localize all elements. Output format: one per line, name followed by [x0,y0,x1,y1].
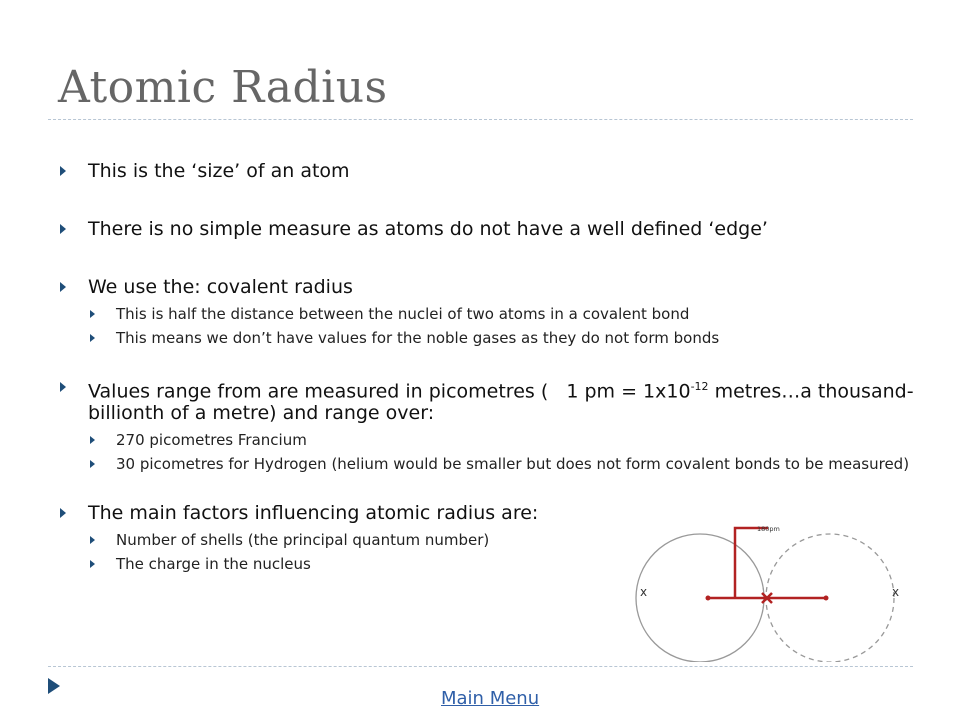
covalent-radius-diagram [630,522,920,662]
bullet-no-simple-measure [60,218,920,240]
bullet-text: This is the ‘size’ of an atom [88,160,350,182]
bullet-arrow-icon [60,508,66,518]
bullet-arrow-icon [60,382,66,392]
bullet-arrow-icon [60,282,66,292]
sub-bullet-arrow-icon [90,536,95,544]
label-right: x [892,585,900,599]
footer-divider [48,666,913,667]
slide-title: Atomic Radius [58,62,388,113]
nav-arrow-icon [48,678,60,694]
sub-bullet-text: Number of shells (the principal quantum number) [116,531,490,550]
sub-bullet-text: The charge in the nucleus [116,555,311,574]
bullet-text-before: Values range from are measured in picometres ( 1 pm = 1x10 [88,380,691,403]
sub-bullet-hydrogen [60,456,920,472]
bullet-text: We use the: covalent radius [88,276,353,298]
sub-bullet-arrow-icon [90,436,95,444]
radius-label: 180pm [757,525,780,533]
bullet-values-range [60,376,920,424]
sub-bullet-arrow-icon [90,310,95,318]
sub-bullet-text: This is half the distance between the nuclei of two atoms in a covalent bond [116,305,690,323]
sub-bullet-arrow-icon [90,334,95,342]
bullet-covalent-radius [60,276,920,298]
title-divider [48,119,913,120]
sub-bullet-noble-gases [60,330,920,346]
bullet-text: There is no simple measure as atoms do not have a well defined ‘edge’ [88,218,768,240]
main-menu-link[interactable]: Main Menu [441,688,540,709]
bullet-text: The main factors influencing atomic radius are: [88,502,539,525]
sub-bullet-half-distance [60,306,920,322]
nucleus-left [706,596,711,601]
bullet-list [60,160,920,572]
sub-bullet-francium [60,432,920,448]
sub-bullet-arrow-icon [90,560,95,568]
label-left: x [640,585,648,599]
bullet-text-after: metres…a thousand-billionth of a metre) and range over: [88,380,914,425]
bullet-arrow-icon [60,166,66,176]
bullet-arrow-icon [60,224,66,234]
sub-bullet-text: This means we don’t have values for the noble gases as they do not form bonds [116,329,720,347]
bullet-size [60,160,920,182]
sub-bullet-text: 270 picometres Francium [116,431,307,450]
sub-bullet-arrow-icon [90,460,95,468]
exponent: -12 [690,380,709,393]
sub-bullet-text: 30 picometres for Hydrogen (helium would be smaller but does not form covalent bonds to be measured) [116,455,910,474]
nucleus-right [824,596,829,601]
